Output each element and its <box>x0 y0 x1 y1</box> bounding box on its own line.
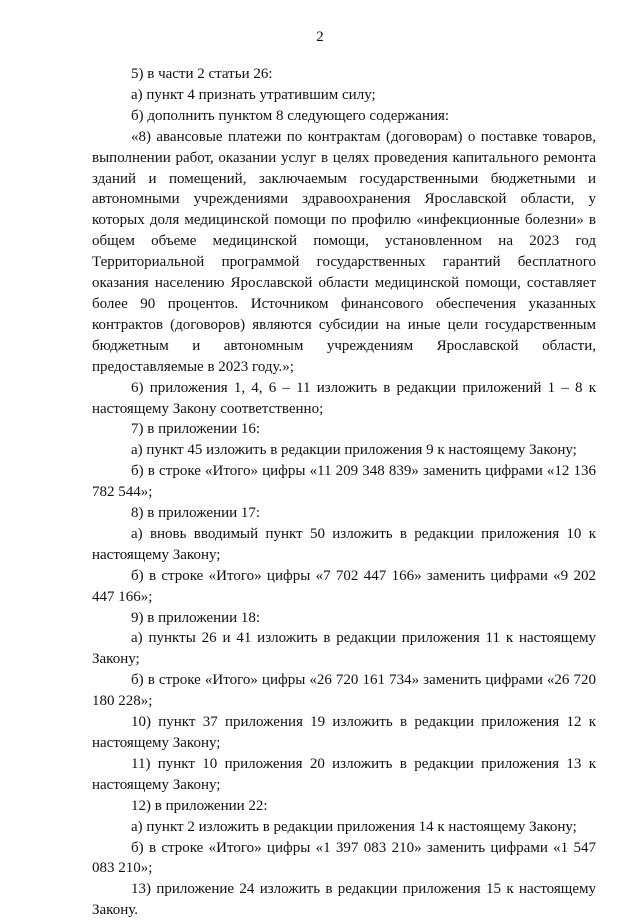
paragraph-appendix-18-total: б) в строке «Итого» цифры «26 720 161 734» заменить цифрами «26 720 180 228»; <box>92 672 596 710</box>
paragraph-appendix-20: 11) пункт 10 приложения 20 изложить в редакции приложения 13 к настоящему Закону; <box>92 755 596 793</box>
paragraph-appendix-18: 9) в приложении 18: <box>131 609 261 626</box>
paragraph-appendix-22-item-2: а) пункт 2 изложить в редакции приложения 14 к настоящему Закону; <box>131 818 577 835</box>
paragraph-appendix-17-item-50: а) вновь вводимый пункт 50 изложить в редакции приложения 10 к настоящему Закону; <box>92 525 596 563</box>
paragraph-appendix-16-total: б) в строке «Итого» цифры «11 209 348 839» заменить цифрами «12 136 782 544»; <box>92 463 596 501</box>
paragraph-add-item-8: б) дополнить пунктом 8 следующего содержания: <box>131 107 450 124</box>
paragraph-appendix-16-item-45: а) пункт 45 изложить в редакции приложения 9 к настоящему Закону; <box>131 442 577 459</box>
paragraph-appendix-22: 12) в приложении 22: <box>131 797 268 814</box>
paragraph-appendix-17: 8) в приложении 17: <box>131 505 261 522</box>
paragraph-appendix-18-items: а) пункты 26 и 41 изложить в редакции приложения 11 к настоящему Закону; <box>92 630 596 668</box>
paragraph-article-26-part-2: 5) в части 2 статьи 26: <box>131 66 273 82</box>
paragraph-item-8-text: «8) авансовые платежи по контрактам (договорам) о поставке товаров, выполнении работ, оказании услуг в целях проведения капитального ремонта зданий и помещений, заключаемым государственными бюджетными и автономными учреждениями здравоохранения Ярославской области, у которых доля медицинской помощи по профилю «инфекционные болезни» в общем объеме медицинской помощи, установленном на 2023 год Территориальной программой государственных гарантий бесплатного оказания населению Ярославской области медицинской помощи, составляет более 90 процентов. Источником финансового обеспечения указанных контрактов (договоров) являются субсидии на иные цели государственным бюджетным и автономным учреждениям Ярославской области, предоставляемые в 2023 году.»; <box>92 128 596 375</box>
paragraph-item-4-void: а) пункт 4 признать утратившим силу; <box>131 86 376 103</box>
page-number: 2 <box>316 29 324 45</box>
paragraph-appendix-16: 7) в приложении 16: <box>131 421 261 438</box>
paragraph-appendix-24: 13) приложение 24 изложить в редакции приложения 15 к настоящему Закону. <box>92 881 596 919</box>
paragraph-appendices-1-11: 6) приложения 1, 4, 6 – 11 изложить в редакции приложений 1 – 8 к настоящему Закону соответственно; <box>92 379 596 417</box>
paragraph-appendix-17-total: б) в строке «Итого» цифры «7 702 447 166» заменить цифрами «9 202 447 166»; <box>92 567 596 605</box>
paragraph-appendix-19: 10) пункт 37 приложения 19 изложить в редакции приложения 12 к настоящему Закону; <box>92 714 596 751</box>
document-body <box>92 64 596 921</box>
paragraph-appendix-22-total: б) в строке «Итого» цифры «1 397 083 210» заменить цифрами «1 547 083 210»; <box>92 839 596 877</box>
